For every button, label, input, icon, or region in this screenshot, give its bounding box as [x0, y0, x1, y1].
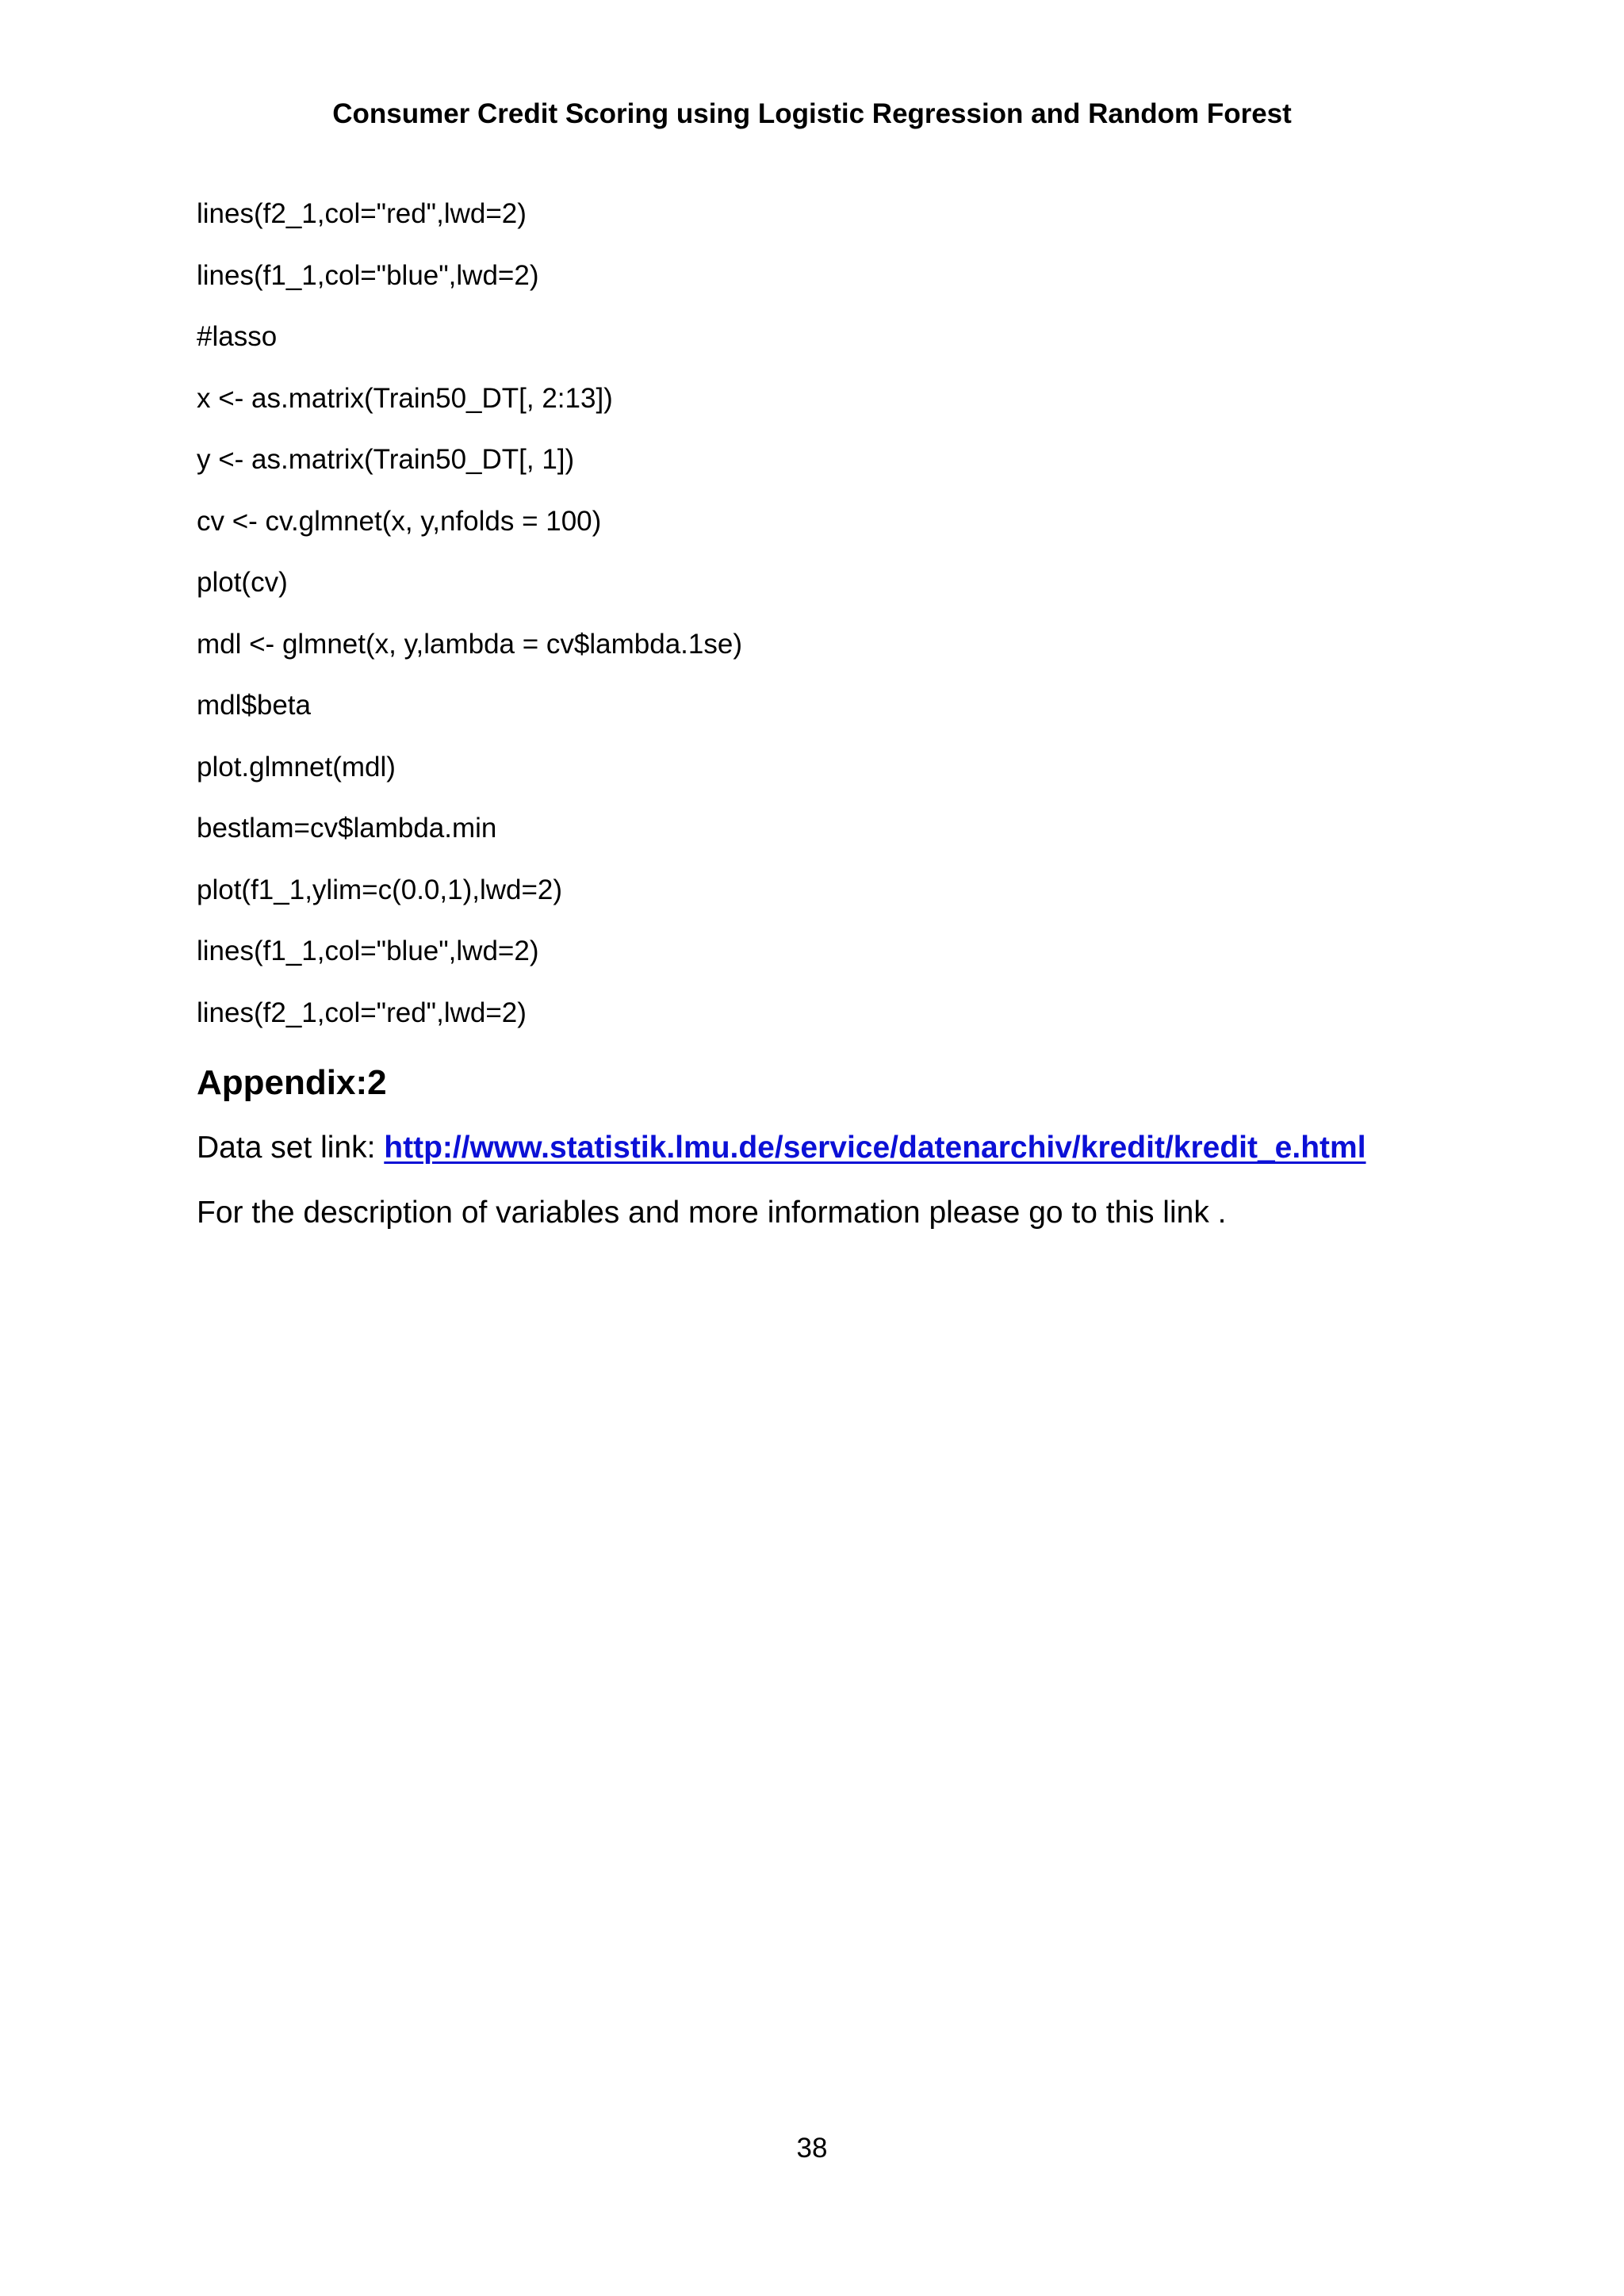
description-paragraph: For the description of variables and more information please go to this link .	[197, 1196, 1227, 1230]
code-line: plot(f1_1,ylim=c(0.0,1),lwd=2)	[197, 874, 563, 905]
code-line: lines(f1_1,col="blue",lwd=2)	[197, 259, 539, 291]
code-line: bestlam=cv$lambda.min	[197, 813, 497, 844]
code-listing	[197, 197, 1434, 1057]
code-line: plot.glmnet(mdl)	[197, 751, 396, 783]
dataset-link-label: Data set link:	[197, 1131, 385, 1165]
code-line: x <- as.matrix(Train50_DT[, 2:13])	[197, 382, 613, 414]
code-line: lines(f2_1,col="red",lwd=2)	[197, 198, 527, 229]
code-line: plot(cv)	[197, 567, 288, 598]
dataset-link[interactable]: http://www.statistik.lmu.de/service/datenarchiv/kredit/kredit_e.html	[384, 1131, 1366, 1165]
code-line: lines(f2_1,col="red",lwd=2)	[197, 997, 527, 1028]
code-line: #lasso	[197, 321, 278, 352]
appendix-heading: Appendix:2	[197, 1063, 387, 1102]
code-line: y <- as.matrix(Train50_DT[, 1])	[197, 444, 575, 475]
dataset-link-paragraph	[197, 1129, 1366, 1167]
code-line: cv <- cv.glmnet(x, y,nfolds = 100)	[197, 505, 602, 537]
code-line: lines(f1_1,col="blue",lwd=2)	[197, 936, 539, 966]
code-line: mdl <- glmnet(x, y,lambda = cv$lambda.1se)	[197, 628, 742, 660]
code-line: mdl$beta	[197, 690, 311, 721]
page-number: 38	[796, 2133, 828, 2164]
running-header-title: Consumer Credit Scoring using Logistic Regression and Random Forest	[332, 98, 1292, 129]
